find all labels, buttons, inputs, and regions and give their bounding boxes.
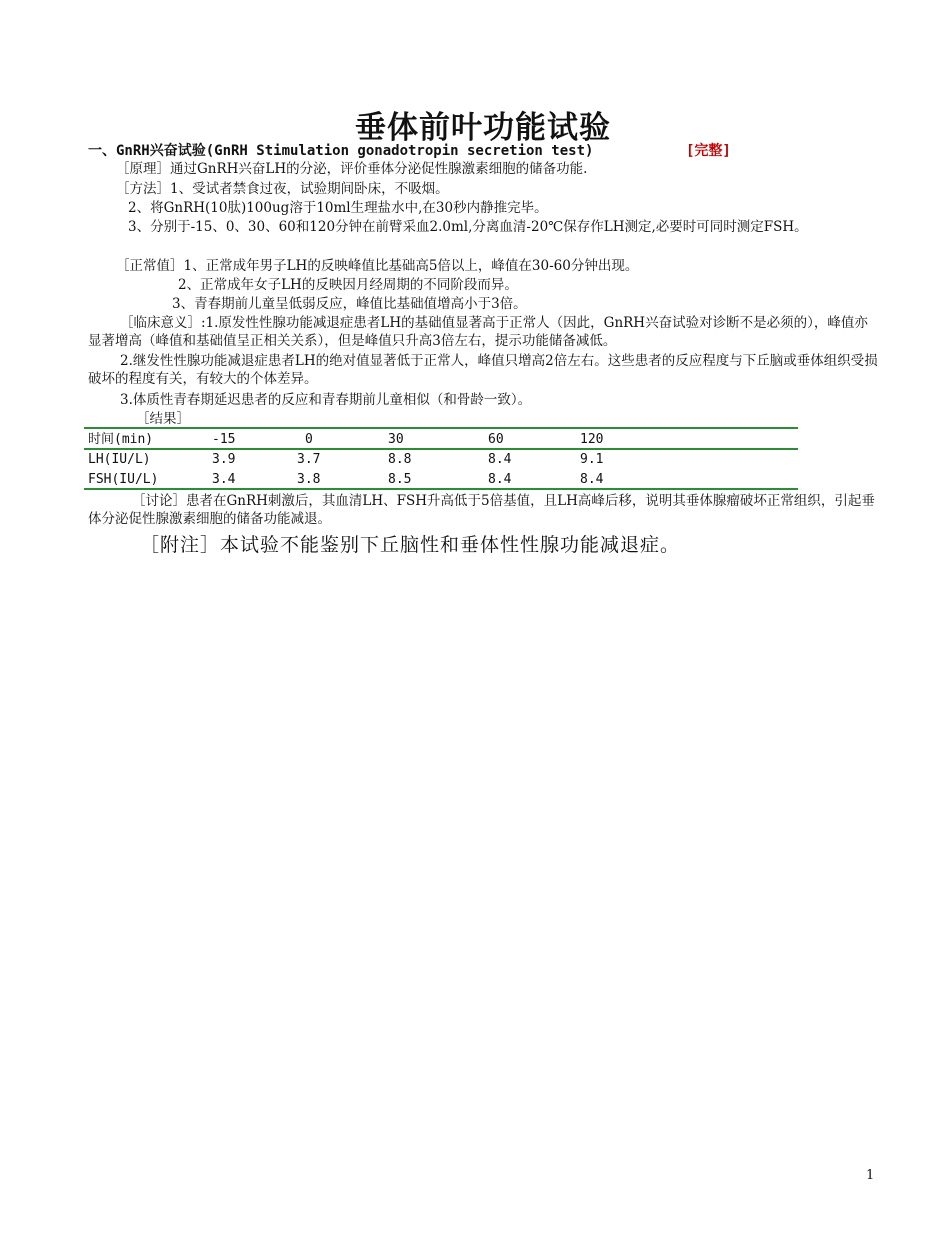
clinical-significance-2: 2.继发性性腺功能减退症患者LH的绝对值显著低于正常人，峰值只增高2倍左右。这些患者的反应程度与下丘脑或垂体组织受损破坏的程度有关，有较大的个体差异。 bbox=[88, 353, 878, 387]
section-tag: [完整] bbox=[686, 143, 731, 159]
table-cell: LH(IU/L) bbox=[88, 452, 151, 467]
table-header-cell: 60 bbox=[488, 432, 504, 447]
method-step-2: 2、将GnRH(10肽)100ug溶于10ml生理盐水中,在30秒内静推完毕。 bbox=[128, 200, 548, 216]
table-cell: 3.4 bbox=[212, 472, 236, 487]
clinical-significance-3: 3.体质性青春期延迟患者的反应和青春期前儿童相似（和骨龄一致）。 bbox=[120, 392, 532, 408]
table-cell: 3.8 bbox=[297, 472, 321, 487]
section-heading-text: 一、GnRH兴奋试验(GnRH Stimulation gonadotropin secretion test) bbox=[88, 143, 594, 159]
table-header-cell: 0 bbox=[305, 432, 313, 447]
method-step-1: ［方法］1、受试者禁食过夜，试验期间卧床，不吸烟。 bbox=[116, 181, 449, 197]
page-title: 垂体前叶功能试验 bbox=[355, 110, 611, 146]
principle-paragraph: ［原理］通过GnRH兴奋LH的分泌，评价垂体分泌促性腺激素细胞的储备功能. bbox=[116, 161, 588, 177]
normal-value-2: 2、正常成年女子LH的反映因月经周期的不同阶段而异。 bbox=[178, 277, 518, 293]
table-cell: 8.5 bbox=[388, 472, 412, 487]
results-label: ［结果］ bbox=[136, 411, 190, 427]
table-cell: FSH(IU/L) bbox=[88, 472, 159, 487]
table-top-rule bbox=[84, 427, 798, 429]
appendix-note: ［附注］本试验不能鉴别下丘脑性和垂体性性腺功能减退症。 bbox=[140, 534, 681, 556]
table-cell: 3.9 bbox=[212, 452, 236, 467]
table-header-cell: 120 bbox=[580, 432, 604, 447]
normal-value-3: 3、青春期前儿童呈低弱反应，峰值比基础值增高小于3倍。 bbox=[172, 296, 527, 312]
table-header-cell: 30 bbox=[388, 432, 404, 447]
table-header-cell: -15 bbox=[212, 432, 236, 447]
table-header-cell: 时间(min) bbox=[88, 432, 154, 447]
page-number: 1 bbox=[866, 1168, 875, 1183]
normal-value-1: ［正常值］1、正常成年男子LH的反映峰值比基础高5倍以上，峰值在30-60分钟出现。 bbox=[116, 258, 639, 274]
section-heading bbox=[88, 142, 878, 160]
table-cell: 8.4 bbox=[488, 452, 512, 467]
table-bottom-rule bbox=[84, 488, 798, 490]
table-header-rule bbox=[84, 448, 798, 450]
table-cell: 9.1 bbox=[580, 452, 604, 467]
table-cell: 8.8 bbox=[388, 452, 412, 467]
table-cell: 8.4 bbox=[488, 472, 512, 487]
table-cell: 3.7 bbox=[297, 452, 321, 467]
table-cell: 8.4 bbox=[580, 472, 604, 487]
discussion-paragraph: ［讨论］患者在GnRH刺激后，其血清LH、FSH升高低于5倍基值，且LH高峰后移，说明其垂体腺瘤破坏正常组织，引起垂体分泌促性腺激素细胞的储备功能减退。 bbox=[88, 493, 875, 527]
method-step-3: 3、分别于-15、0、30、60和120分钟在前臂采血2.0ml,分离血清-20℃保存作LH测定,必要时可同时测定FSH。 bbox=[128, 219, 808, 235]
clinical-significance-1: ［临床意义］:1.原发性性腺功能减退症患者LH的基础值显著高于正常人（因此，GnRH兴奋试验对诊断不是必须的），峰值亦显著增高（峰值和基础值呈正相关关系），但是峰值只升高3倍左右，提示功能储备减低。 bbox=[88, 315, 868, 349]
